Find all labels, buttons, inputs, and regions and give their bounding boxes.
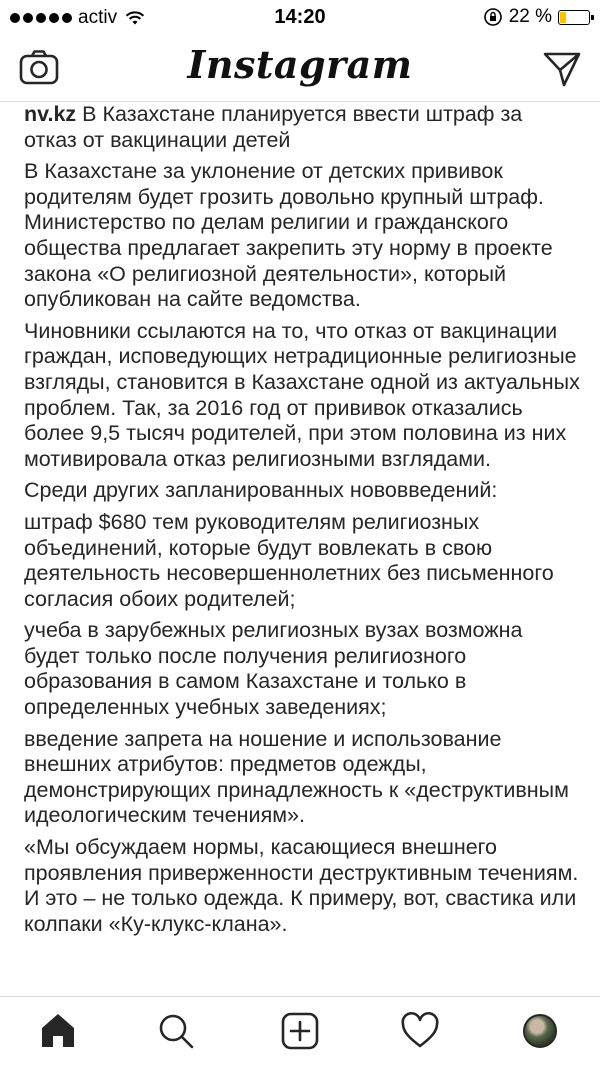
caption-title: В Казахстане планируется ввести штраф за отказ от вакцинации детей (24, 102, 523, 152)
direct-message-icon[interactable] (542, 50, 582, 88)
battery-percent: 22 % (508, 6, 552, 27)
caption-paragraph: Среди других запланированных нововведений: (24, 478, 498, 503)
caption-paragraph: штраф $680 тем руководителям религиозных объединений, которые будут вовлекать в свою деятельность несовершеннолетних без письменного согласия обоих родителей; (24, 509, 554, 611)
post-caption (24, 102, 580, 992)
battery-icon (558, 10, 590, 25)
orientation-lock-icon (483, 7, 503, 27)
tab-bar (0, 996, 600, 1066)
search-icon[interactable] (156, 1011, 196, 1051)
carrier-name: activ (78, 7, 118, 28)
battery-level (560, 12, 566, 23)
caption-paragraph: введение запрета на ношение и использование внешних атрибутов: предметов одежды, демонстрирующих принадлежность к «деструктивным идеологическим течениям». (24, 726, 569, 828)
caption-first-line (24, 102, 580, 153)
caption-paragraph: Чиновники ссылаются на то, что отказ от вакцинации граждан, исповедующих нетрадиционные религиозные взгляды, становится в Казахстане одной из актуальных проблем. Так, за 2016 год от прививок отказались более 9,5 тысяч родителей, при этом половина из них мотивировала отказ религиозными взглядами. (24, 318, 580, 471)
status-time: 14:20 (274, 6, 326, 28)
home-icon[interactable] (38, 1011, 78, 1051)
profile-avatar (523, 1014, 557, 1048)
status-bar (0, 0, 600, 36)
caption-paragraph: В Казахстане за уклонение от детских прививок родителям будет грозить довольно крупный штраф. Министерство по делам религии и гражданского общества предлагает закрепить эту норму в проекте закона «О религиозной деятельности», который опубликован на сайте ведомства. (24, 159, 553, 312)
caption-paragraph: учеба в зарубежных религиозных вузах возможна будет только после получения религиозного образования в самом Казахстане и только в определенных учебных заведениях; (24, 618, 523, 720)
status-right (483, 6, 590, 28)
nav-bar (0, 36, 600, 102)
instagram-logo: Instagram (187, 42, 413, 87)
username-link[interactable]: nv.kz (24, 102, 77, 126)
activity-heart-icon[interactable] (400, 1011, 440, 1051)
new-post-icon[interactable] (280, 1011, 320, 1051)
caption-paragraph: «Мы обсуждаем нормы, касающиеся внешнего проявления приверженности деструктивным течениям. И это – не только одежда. К примеру, вот, свастика или колпаки «Ку-клукс-клана». (24, 835, 579, 936)
profile-tab[interactable] (520, 1011, 560, 1051)
